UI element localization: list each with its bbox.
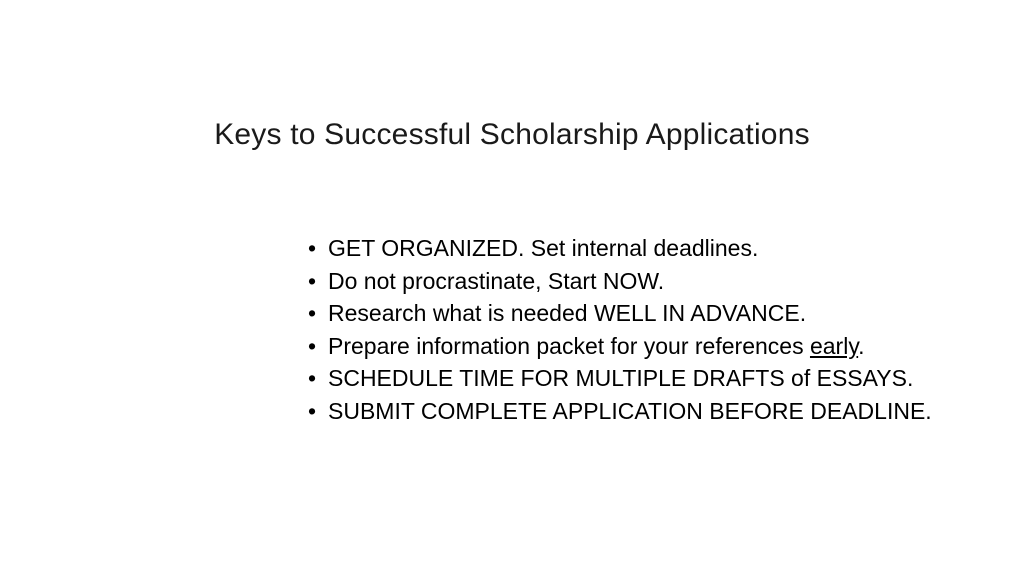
bullet-item [306, 395, 966, 428]
bullet-item [306, 232, 966, 265]
bullet-item [306, 265, 966, 298]
bullet-text: SCHEDULE TIME FOR MULTIPLE DRAFTS of ESSAYS. [328, 365, 914, 391]
bullet-icon: • [308, 267, 317, 294]
bullet-text: Do not procrastinate, Start NOW. [328, 267, 665, 294]
bullet-icon: • [308, 397, 317, 424]
bullet-text [328, 333, 865, 359]
bullet-text: Research what is needed WELL IN ADVANCE. [328, 300, 807, 326]
bullet-icon: • [308, 332, 317, 359]
bullet-text-after: . [858, 332, 865, 359]
bullet-text-underlined: early [809, 332, 859, 359]
bullet-text-before: Prepare information packet for your references [328, 332, 810, 359]
bullet-item [306, 362, 966, 395]
bullet-item [306, 297, 966, 330]
bullet-icon: • [308, 365, 317, 391]
bullet-text: GET ORGANIZED. Set internal deadlines. [328, 235, 759, 261]
bullet-text: SUBMIT COMPLETE APPLICATION BEFORE DEADLINE. [328, 397, 932, 424]
bullet-icon: • [308, 235, 317, 261]
bullet-icon: • [308, 300, 317, 326]
slide-title: Keys to Successful Scholarship Applications [214, 118, 810, 151]
bullet-item [306, 330, 966, 363]
bullet-list [306, 232, 966, 427]
